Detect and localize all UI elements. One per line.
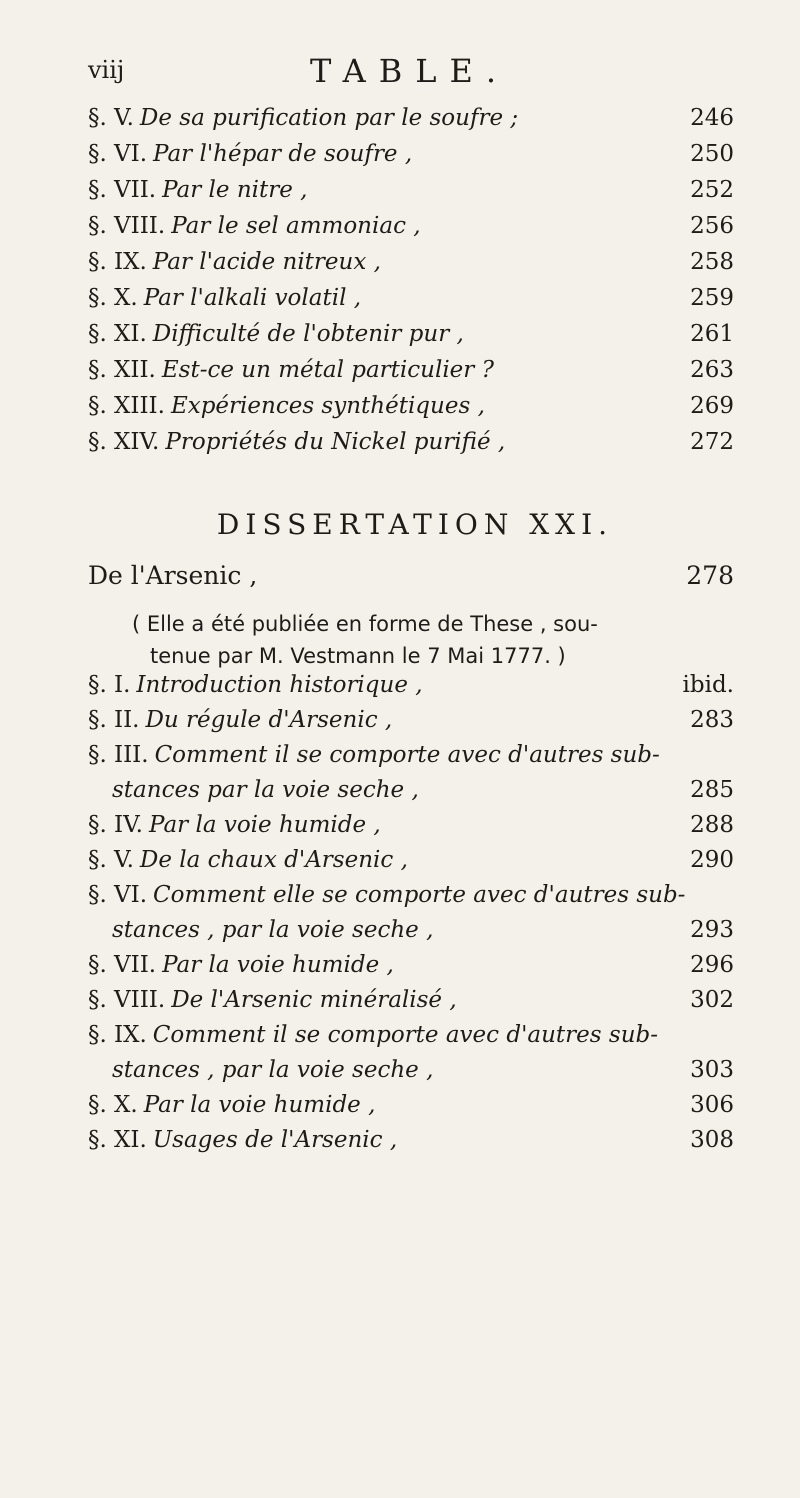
entry-title: Par l'acide nitreux ,	[152, 249, 381, 275]
entry-title: Comment il se comporte avec d'autres sub-	[154, 742, 660, 768]
section-mark: §.	[88, 882, 107, 908]
page-number: 283	[690, 707, 734, 733]
section-mark: §.	[88, 672, 107, 698]
toc-entry	[88, 738, 734, 773]
section-mark: §.	[88, 429, 107, 455]
section-mark: §.	[88, 812, 107, 838]
section-mark: §.	[88, 847, 107, 873]
section-number: V.	[114, 105, 134, 131]
section-number: VIII.	[114, 987, 166, 1013]
section-mark: §.	[88, 952, 107, 978]
section-number: VI.	[114, 882, 148, 908]
section-mark: §.	[88, 357, 107, 383]
toc-entry	[88, 352, 734, 388]
running-title: TABLE.	[310, 52, 509, 90]
toc-section-1	[88, 100, 734, 460]
note-line-1: ( Elle a été publiée en forme de These , sou-	[132, 612, 598, 636]
section-number: VII.	[114, 177, 157, 203]
entry-title: De la chaux d'Arsenic ,	[139, 847, 408, 873]
toc-entry	[88, 100, 734, 136]
entry-title: Par le nitre ,	[162, 177, 308, 203]
entry-title: De sa purification par le soufre ;	[139, 105, 519, 131]
section-number: IV.	[114, 812, 143, 838]
section-number: XIII.	[114, 393, 165, 419]
toc-section-2	[88, 668, 734, 1158]
section-number: IX.	[114, 1022, 147, 1048]
section-number: XI.	[114, 1127, 147, 1153]
section-mark: §.	[88, 1092, 107, 1118]
entry-title: Comment il se comporte avec d'autres sub-	[152, 1022, 658, 1048]
entry-title: stances , par la voie seche ,	[112, 917, 434, 943]
section-number: XI.	[114, 321, 147, 347]
section-mark: §.	[88, 742, 107, 768]
section-mark: §.	[88, 707, 107, 733]
section-number: VI.	[114, 141, 148, 167]
toc-entry	[88, 1018, 734, 1053]
section-mark: §.	[88, 321, 107, 347]
toc-entry	[88, 316, 734, 352]
toc-entry	[88, 668, 734, 703]
entry-title: Par le sel ammoniac ,	[171, 213, 421, 239]
section-number: XII.	[114, 357, 156, 383]
entry-title: De l'Arsenic minéralisé ,	[171, 987, 457, 1013]
entry-title: Introduction historique ,	[136, 672, 423, 698]
section-mark: §.	[88, 177, 107, 203]
toc-entry	[88, 244, 734, 280]
entry-title: Usages de l'Arsenic ,	[152, 1127, 398, 1153]
page-number: 246	[690, 105, 734, 131]
section-number: I.	[114, 672, 131, 698]
page-number: 250	[690, 141, 734, 167]
page-number: 308	[690, 1127, 734, 1153]
toc-entry	[88, 983, 734, 1018]
page-number: 269	[690, 393, 734, 419]
section-mark: §.	[88, 249, 107, 275]
toc-entry	[88, 208, 734, 244]
page-number: 290	[690, 847, 734, 873]
page-number: ibid.	[682, 672, 734, 698]
chapter-entry	[88, 558, 734, 594]
page-number: 258	[690, 249, 734, 275]
page-number: 293	[690, 917, 734, 943]
toc-entry	[88, 388, 734, 424]
section-number: X.	[114, 285, 138, 311]
toc-entry	[88, 136, 734, 172]
toc-entry	[88, 424, 734, 460]
entry-title: Comment elle se comporte avec d'autres sub-	[153, 882, 686, 908]
section-number: IX.	[114, 249, 147, 275]
section-number: V.	[114, 847, 134, 873]
publication-note	[132, 608, 712, 672]
page-number: 256	[690, 213, 734, 239]
dissertation-heading: DISSERTATION XXI.	[216, 508, 614, 541]
page-header	[88, 52, 728, 92]
chapter-page: 278	[686, 561, 734, 590]
entry-title: Expériences synthétiques ,	[170, 393, 485, 419]
toc-entry	[88, 1088, 734, 1123]
entry-title: stances par la voie seche ,	[112, 777, 419, 803]
section-number: II.	[114, 707, 140, 733]
entry-title: Par l'hépar de soufre ,	[153, 141, 413, 167]
entry-title: stances , par la voie seche ,	[112, 1057, 434, 1083]
page-number: 261	[690, 321, 734, 347]
entry-title: Propriétés du Nickel purifié ,	[165, 429, 506, 455]
section-mark: §.	[88, 213, 107, 239]
section-mark: §.	[88, 141, 107, 167]
page-number: 303	[690, 1057, 734, 1083]
toc-entry	[88, 172, 734, 208]
section-mark: §.	[88, 1022, 107, 1048]
toc-entry	[88, 773, 734, 808]
section-number: XIV.	[114, 429, 160, 455]
section-number: VII.	[114, 952, 157, 978]
page-number: 296	[690, 952, 734, 978]
page-number: 306	[690, 1092, 734, 1118]
toc-entry	[88, 703, 734, 738]
toc-entry	[88, 808, 734, 843]
entry-title: Est-ce un métal particulier ?	[161, 357, 494, 383]
page-number: 288	[690, 812, 734, 838]
toc-entry	[88, 1123, 734, 1158]
page-number: 252	[690, 177, 734, 203]
page-number: 272	[690, 429, 734, 455]
entry-title: Difficulté de l'obtenir pur ,	[152, 321, 464, 347]
toc-entry	[88, 913, 734, 948]
section-number: III.	[114, 742, 149, 768]
toc-entry	[88, 843, 734, 878]
section-mark: §.	[88, 285, 107, 311]
section-mark: §.	[88, 1127, 107, 1153]
section-number: VIII.	[114, 213, 166, 239]
section-mark: §.	[88, 105, 107, 131]
entry-title: Par l'alkali volatil ,	[143, 285, 362, 311]
toc-entry	[88, 1053, 734, 1088]
section-mark: §.	[88, 393, 107, 419]
page-number: 259	[690, 285, 734, 311]
entry-title: Par la voie humide ,	[162, 952, 394, 978]
entry-title: Du régule d'Arsenic ,	[145, 707, 393, 733]
section-number: X.	[114, 1092, 138, 1118]
page-number: 263	[690, 357, 734, 383]
toc-entry	[88, 878, 734, 913]
toc-entry	[88, 948, 734, 983]
folio: viij	[88, 56, 125, 84]
section-mark: §.	[88, 987, 107, 1013]
page-number: 302	[690, 987, 734, 1013]
page-number: 285	[690, 777, 734, 803]
toc-entry	[88, 280, 734, 316]
entry-title: Par la voie humide ,	[143, 1092, 376, 1118]
chapter-title: De l'Arsenic ,	[88, 561, 258, 590]
entry-title: Par la voie humide ,	[149, 812, 381, 838]
note-line-2: tenue par M. Vestmann le 7 Mai 1777. )	[150, 644, 566, 668]
